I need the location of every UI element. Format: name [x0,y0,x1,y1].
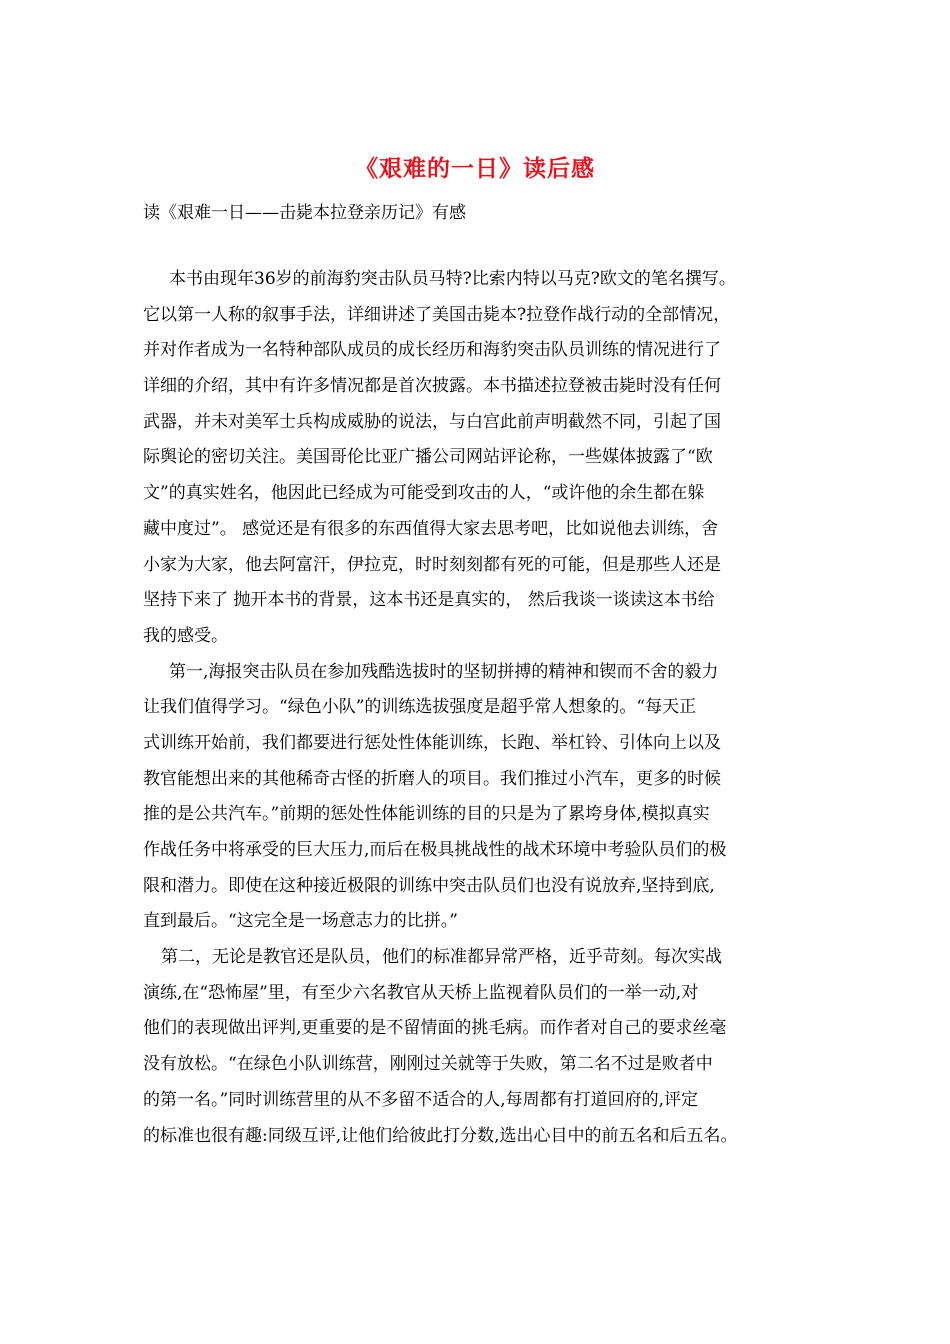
text-line: 让我们值得学习。“绿色小队”的训练选拔强度是超乎常人想象的。“每天正 [143,697,697,718]
text-line: 际舆论的密切关注。美国哥伦比亚广播公司网站评论称，一些媒体披露了“欧 [143,447,713,468]
text-line: 小家为大家，他去阿富汗，伊拉克，时时刻刻都有死的可能，但是那些人还是 [143,554,721,575]
text-line: 坚持下来了 抛开本书的背景，这本书还是真实的， 然后我谈一谈读这本书给 [143,590,715,611]
text-line: 第二，无论是教官还是队员，他们的标准都异常严格，近乎苛刻。每次实战 [161,947,722,968]
text-line: 的第一名。”同时训练营里的从不多留不适合的人,每周都有打道回府的,评定 [143,1089,698,1110]
document-subtitle: 读《艰难一日——击毙本拉登亲历记》有感 [143,203,466,223]
text-line: 推的是公共汽车。”前期的惩处性体能训练的目的只是为了累垮身体,模拟真实 [143,804,710,825]
text-line: 它以第一人称的叙事手法，详细讲述了美国击毙本?拉登作战行动的全部情况， [143,304,731,325]
text-line: 作战任务中将承受的巨大压力,而后在极具挑战性的战术环境中考验队员们的极 [143,840,727,860]
text-line: 本书由现年36岁的前海豹突击队员马特?比索内特以马克?欧文的笔名撰写。 [169,269,736,289]
document-title: 《艰难的一日》读后感 [355,155,595,182]
paragraph [143,262,843,655]
text-line: 我的感受。 [143,625,228,646]
text-line: 限和潜力。即使在这种接近极限的训练中突击队员们也没有说放弃,坚持到底, [143,875,715,896]
document-body [143,262,843,1154]
text-line: 没有放松。“在绿色小队训练营，刚刚过关就等于失败，第二名不过是败者中 [143,1054,713,1075]
text-line: 演练,在“恐怖屋”里，有至少六名教官从天桥上监视着队员们的一举一动,对 [143,982,699,1003]
paragraph [143,655,843,941]
text-line: 教官能想出来的其他稀奇古怪的折磨人的项目。我们推过小汽车，更多的时候 [143,768,721,789]
paragraph [143,940,843,1154]
text-line: 第一,海报突击队员在参加残酷选拔时的坚韧拼搏的精神和锲而不舍的毅力 [169,661,719,682]
text-line: 详细的介绍，其中有许多情况都是首次披露。本书描述拉登被击毙时没有任何 [143,376,721,397]
text-line: 式训练开始前，我们都要进行惩处性体能训练，长跑、举杠铃、引体向上以及 [143,732,721,753]
text-line: 并对作者成为一名特种部队成员的成长经历和海豹突击队员训练的情况进行了 [143,340,721,361]
text-line: 的标准也很有趣:同级互评,让他们给彼此打分数,选出心目中的前五名和后五名。 [143,1125,738,1146]
text-line: 文”的真实姓名，他因此已经成为可能受到攻击的人，“或许他的余生都在躲 [143,483,705,504]
text-line: 藏中度过”。 感觉还是有很多的东西值得大家去思考吧，比如说他去训练，舍 [143,518,719,539]
text-line: 武器，并未对美军士兵构成威胁的说法，与白宫此前声明截然不同，引起了国 [143,411,721,432]
text-line: 他们的表现做出评判,更重要的是不留情面的挑毛病。而作者对自己的要求丝毫 [143,1018,727,1039]
text-line: 直到最后。“这完全是一场意志力的比拼。” [143,911,458,932]
